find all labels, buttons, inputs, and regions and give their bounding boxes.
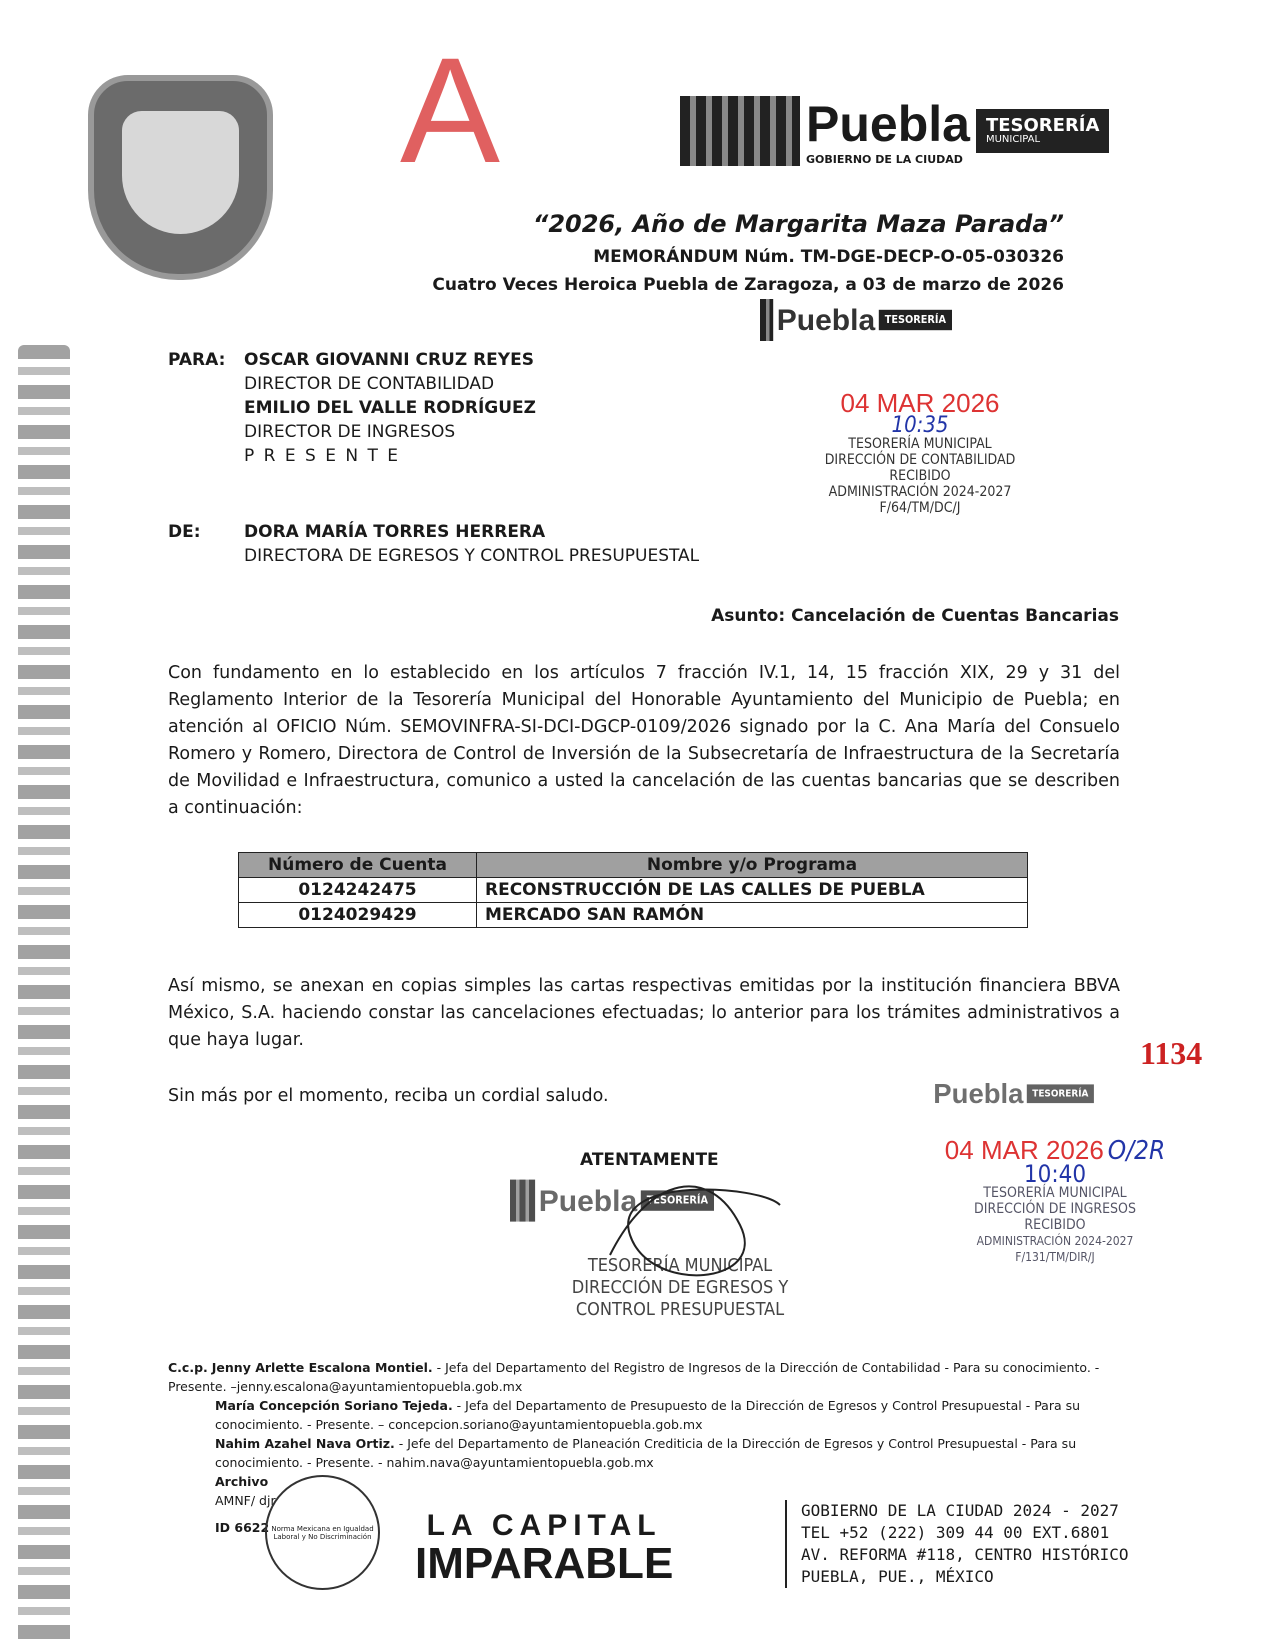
closing: ATENTAMENTE [580, 1150, 719, 1170]
slogan-logo: LA CAPITAL IMPARABLE [415, 1509, 674, 1588]
accounts-table [238, 852, 1028, 928]
reception-stamp-ingresos: Puebla TESORERÍA 04 MAR 2026 O/2R 10:40 TESORERÍA MUNICIPAL DIRECCIÓN DE INGRESOS RECIBIDO ADMINISTRACIÓN 2024-2027 F/131/TM/DIR/J [933, 1078, 1166, 1264]
norma-seal: Norma Mexicana en Igualdad Laboral y No Discriminación [265, 1475, 380, 1590]
reception-stamp-contabilidad: Puebla TESORERÍA 04 MAR 2026 10:35 TESORERÍA MUNICIPAL DIRECCIÓN DE CONTABILIDAD RECIBIDO ADMINISTRACIÓN 2024-2027 F/64/TM/DC/J [760, 305, 1080, 516]
recipients-block: OSCAR GIOVANNI CRUZ REYES DIRECTOR DE CONTABILIDAD EMILIO DEL VALLE RODRÍGUEZ DIRECTOR DE INGRESOS P R E S E N T E [244, 350, 536, 466]
para-label: PARA: [168, 350, 226, 370]
table-header-row: Número de Cuenta Nombre y/o Programa [239, 853, 1028, 878]
decorative-border [18, 345, 70, 1645]
body-paragraph-1: Con fundamento en lo establecido en los artículos 7 fracción IV.1, 14, 15 fracción XIX, 29 y 31 del Reglamento Interior de la Tesorería Municipal del Honorable Ayuntamiento del Municipio de Puebla; en atención al OFICIO Núm. SEMOVINFRA-SI-DCI-DGCP-0109/2026 signado por la C. Ana María del Consuelo Romero y Romero, Directora de Control de Inversión de la Subsecretaría de Infraestructura de la Secretaría de Movilidad e Infraestructura, comunico a usted la cancelación de las cuentas bancarias que se describen a continuación: [168, 663, 1120, 818]
folio-number: 1134 [1140, 1035, 1203, 1071]
place-date: Cuatro Veces Heroica Puebla de Zaragoza, a 03 de marzo de 2026 [432, 275, 1064, 295]
body-paragraph-3: Sin más por el momento, reciba un cordial saludo. [168, 1086, 609, 1106]
motto: “2026, Año de Margarita Maza Parada” [532, 210, 1064, 238]
puebla-logo: Puebla GOBIERNO DE LA CIUDAD TESORERÍA MUNICIPAL [680, 95, 1109, 166]
footer-contact: GOBIERNO DE LA CIUDAD 2024 - 2027 TEL +52 (222) 309 44 00 EXT.6801 AV. REFORMA #118, CENTRO HISTÓRICO PUEBLA, PUE., MÉXICO [785, 1500, 1129, 1588]
handwritten-mark: A [399, 26, 501, 194]
signature-stamp-egresos: Puebla TESORERÍA TESORERÍA MUNICIPAL DIRECCIÓN DE EGRESOS Y CONTROL PRESUPUESTAL [510, 1185, 850, 1321]
sender-block: DORA MARÍA TORRES HERRERA DIRECTORA DE EGRESOS Y CONTROL PRESUPUESTAL [244, 522, 700, 566]
de-label: DE: [168, 522, 201, 542]
table-row: 0124242475 RECONSTRUCCIÓN DE LAS CALLES DE PUEBLA [239, 878, 1028, 903]
body-paragraph-2: Así mismo, se anexan en copias simples las cartas respectivas emitidas por la institución financiera BBVA México, S.A. haciendo constar las cancelaciones efectuadas; lo anterior para los trámites administrativos a que haya lugar. [168, 976, 1120, 1050]
signature-scribble [590, 1165, 790, 1305]
table-row: 0124029429 MERCADO SAN RAMÓN [239, 903, 1028, 928]
memo-number: MEMORÁNDUM Núm. TM-DGE-DECP-O-05-030326 [593, 247, 1064, 267]
subject: Asunto: Cancelación de Cuentas Bancarias [711, 606, 1119, 626]
city-seal-logo [88, 75, 273, 280]
ccp-block: C.c.p. Jenny Arlette Escalona Montiel. - Jefa del Departamento del Registro de Ingresos de la Dirección de Contabilidad - Para su conocimiento. - Presente. –jenny.escalona@ayuntamientopuebla.gob.mx María Concepción Soriano Tejeda. - Jefa del Departamento de Presupuesto de la Dirección de Egresos y Control Presupuestal - Para su conocimiento. - Presente. – concepcion.soriano@ayuntamientopuebla.gob.mx Nahim Azahel Nava Ortiz. - Jefe del Departamento de Planeación Crediticia de la Dirección de Egresos y Control Presupuestal - Para su conocimiento. - Presente. - nahim.nava@ayuntamientopuebla.gob.mx Archivo AMNF/ djr ID 6622 [168, 1360, 1100, 1535]
